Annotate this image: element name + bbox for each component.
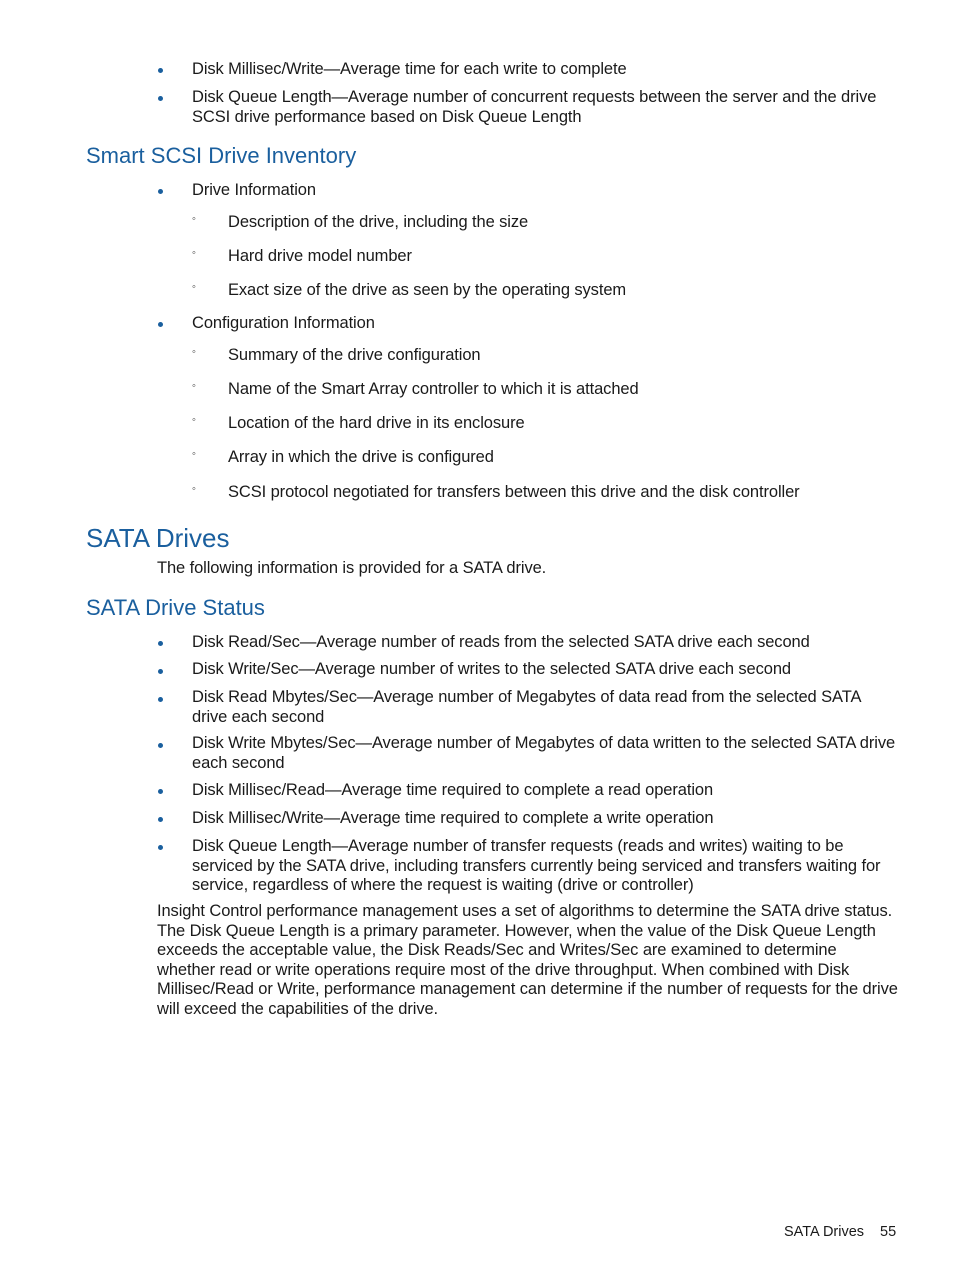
sub-list-item: SCSI protocol negotiated for transfers between this drive and the disk controller	[228, 483, 800, 501]
circle-bullet-icon: ◦	[192, 213, 196, 225]
list-item: Disk Read/Sec—Average number of reads from the selected SATA drive each second	[192, 633, 810, 651]
circle-bullet-icon: ◦	[192, 414, 196, 426]
sub-list-item: Name of the Smart Array controller to which it is attached	[228, 380, 639, 398]
circle-bullet-icon: ◦	[192, 281, 196, 293]
bullet-icon	[158, 322, 163, 327]
list-item: Disk Write/Sec—Average number of writes to the selected SATA drive each second	[192, 660, 792, 678]
circle-bullet-icon: ◦	[192, 346, 196, 358]
section-heading-sata-drive-status: SATA Drive Status	[86, 595, 265, 620]
sub-list-item: Summary of the drive configuration	[228, 346, 481, 364]
section-heading-smart-scsi: Smart SCSI Drive Inventory	[86, 143, 357, 168]
bullet-icon	[158, 68, 163, 73]
section-heading-sata-drives: SATA Drives	[86, 523, 230, 553]
bullet-icon	[158, 189, 163, 194]
footer-section-title: SATA Drives	[784, 1224, 865, 1240]
sub-list-item: Exact size of the drive as seen by the operating system	[228, 281, 627, 299]
list-item: Disk Read Mbytes/Sec—Average number of Megabytes of data read from the selected SATA drive each second	[192, 688, 861, 726]
circle-bullet-icon: ◦	[192, 483, 196, 495]
bullet-icon	[158, 789, 163, 794]
list-item: Disk Queue Length—Average number of transfer requests (reads and writes) waiting to be serviced by the SATA drive, including transfers currently being serviced and transfers waiting for service, regardless of where the request is waiting (drive or controller)	[192, 837, 881, 894]
bullet-icon	[158, 96, 163, 101]
footer-page-number: 55	[880, 1224, 897, 1240]
list-item-drive-information: Drive Information	[192, 181, 316, 199]
bullet-icon	[158, 743, 163, 748]
circle-bullet-icon: ◦	[192, 380, 196, 392]
list-item: Disk Queue Length—Average number of concurrent requests between the server and the drive SCSI drive performance based on Disk Queue Length	[192, 88, 877, 126]
bullet-icon	[158, 669, 163, 674]
sub-list-item: Array in which the drive is configured	[228, 448, 494, 466]
circle-bullet-icon: ◦	[192, 247, 196, 259]
list-item: Disk Millisec/Read—Average time required to complete a read operation	[192, 781, 714, 799]
bullet-icon	[158, 817, 163, 822]
list-item: Disk Millisec/Write—Average time required to complete a write operation	[192, 809, 714, 827]
bullet-icon	[158, 697, 163, 702]
sata-drives-intro: The following information is provided for a SATA drive.	[157, 559, 547, 577]
sub-list-item: Hard drive model number	[228, 247, 412, 265]
list-item-configuration-information: Configuration Information	[192, 314, 375, 332]
sub-list-item: Location of the hard drive in its enclosure	[228, 414, 525, 432]
list-item: Disk Millisec/Write—Average time for each write to complete	[192, 60, 627, 78]
list-item: Disk Write Mbytes/Sec—Average number of Megabytes of data written to the selected SATA drive each second	[192, 734, 896, 772]
bullet-icon	[158, 641, 163, 646]
sub-list-item: Description of the drive, including the size	[228, 213, 529, 231]
sata-status-paragraph: Insight Control performance management uses a set of algorithms to determine the SATA drive status. The Disk Queue Length is a primary parameter. However, when the value of the Disk Queue Length exceeds the acceptable value, the Disk Reads/Sec and Writes/Sec are examined to determine whether read or write operations require most of the drive throughput. When combined with Disk Millisec/Read or Write, performance management can determine if the number of requests for the drive will exceed the capabilities of the drive.	[157, 902, 898, 1018]
circle-bullet-icon: ◦	[192, 448, 196, 460]
bullet-icon	[158, 845, 163, 850]
